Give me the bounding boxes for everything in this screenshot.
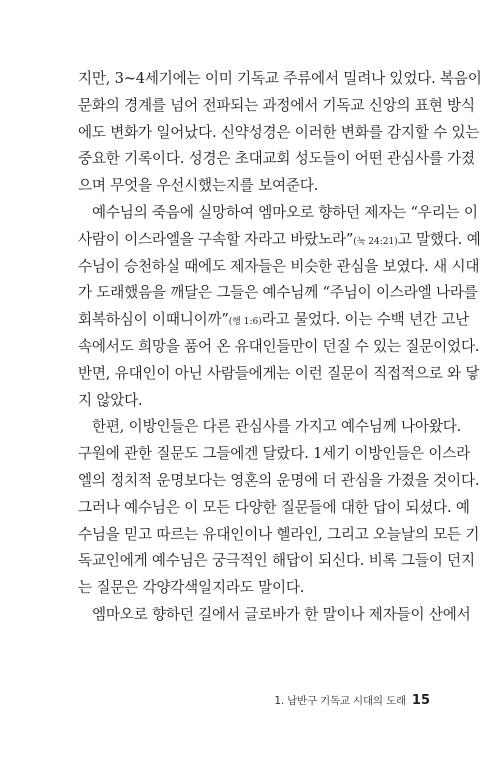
text-line: 지만, 3~4세기에는 이미 기독교 주류에서 밀려나 있었다. 복음이 (78, 70, 482, 87)
page-number: 15 (411, 693, 430, 708)
text-line: 가 도래했음을 깨달은 그들은 예수님께 “주님이 이스라엘 나라를 (78, 284, 478, 302)
text-line: 구원에 관한 질문도 그들에겐 달랐다. 1세기 이방인들은 이스라 (78, 445, 471, 463)
text-line: 한편, 이방인들은 다른 관심사를 가지고 예수님께 나아왔다. (92, 418, 462, 436)
scripture-reference: (눅 24:21) (353, 236, 398, 247)
text-line (78, 307, 470, 334)
text-line: 중요한 기록이다. 성경은 초대교회 성도들이 어떤 관심사를 가졌 (78, 150, 475, 168)
text-line: 수님을 믿고 따르는 유대인이나 헬라인, 그리고 오늘날의 모든 기 (78, 525, 480, 543)
text-line: 독교인에게 예수님은 궁극적인 해답이 되신다. 비록 그들이 던지 (78, 552, 475, 570)
text-line: 엘의 정치적 운명보다는 영혼의 운명에 더 관심을 가졌을 것이다. (78, 471, 480, 489)
text-line: 는 질문은 각양각색일지라도 말이다. (78, 579, 305, 597)
text-line: 문화의 경계를 넘어 전파되는 과정에서 기독교 신앙의 표현 방식 (78, 96, 475, 114)
text-segment: 라고 물었다. 이는 수백 년간 고난 (261, 311, 470, 329)
scripture-reference: (행 1:6) (228, 317, 262, 328)
text-line: 예수님의 죽음에 실망하여 엠마오로 향하던 제자는 “우리는 이 (92, 203, 478, 221)
text-line: 반면, 유대인이 아닌 사람들에게는 이런 질문이 직접적으로 와 닿 (78, 364, 480, 382)
text-line: 수님이 승천하실 때에도 제자들은 비슷한 관심을 보였다. 새 시대 (78, 257, 480, 275)
page-footer (250, 693, 430, 708)
text-line: 지 않았다. (78, 391, 143, 409)
text-line: 엠마오로 향하던 길에서 글로바가 한 말이나 제자들이 산에서 (92, 605, 471, 623)
text-line (78, 227, 481, 254)
text-segment: 사람이 이스라엘을 구속할 자라고 바랐노라” (78, 230, 354, 248)
running-footer-chapter: 1. 남반구 기독교 시대의 도래 (274, 695, 406, 707)
text-line: 속에서도 희망을 품어 온 유대인들만이 던질 수 있는 질문이었다. (78, 337, 480, 355)
page-body (78, 66, 482, 629)
text-line: 그러나 예수님은 이 모든 다양한 질문들에 대한 답이 되셨다. 예 (78, 498, 470, 516)
text-segment: 회복하심이 이때니이까” (78, 311, 229, 329)
text-line: 에도 변화가 일어났다. 신약성경은 이러한 변화를 감지할 수 있는 (78, 123, 480, 141)
text-segment: 고 말했다. 예 (397, 230, 481, 248)
text-line: 으며 무엇을 우선시했는지를 보여준다. (78, 177, 319, 195)
